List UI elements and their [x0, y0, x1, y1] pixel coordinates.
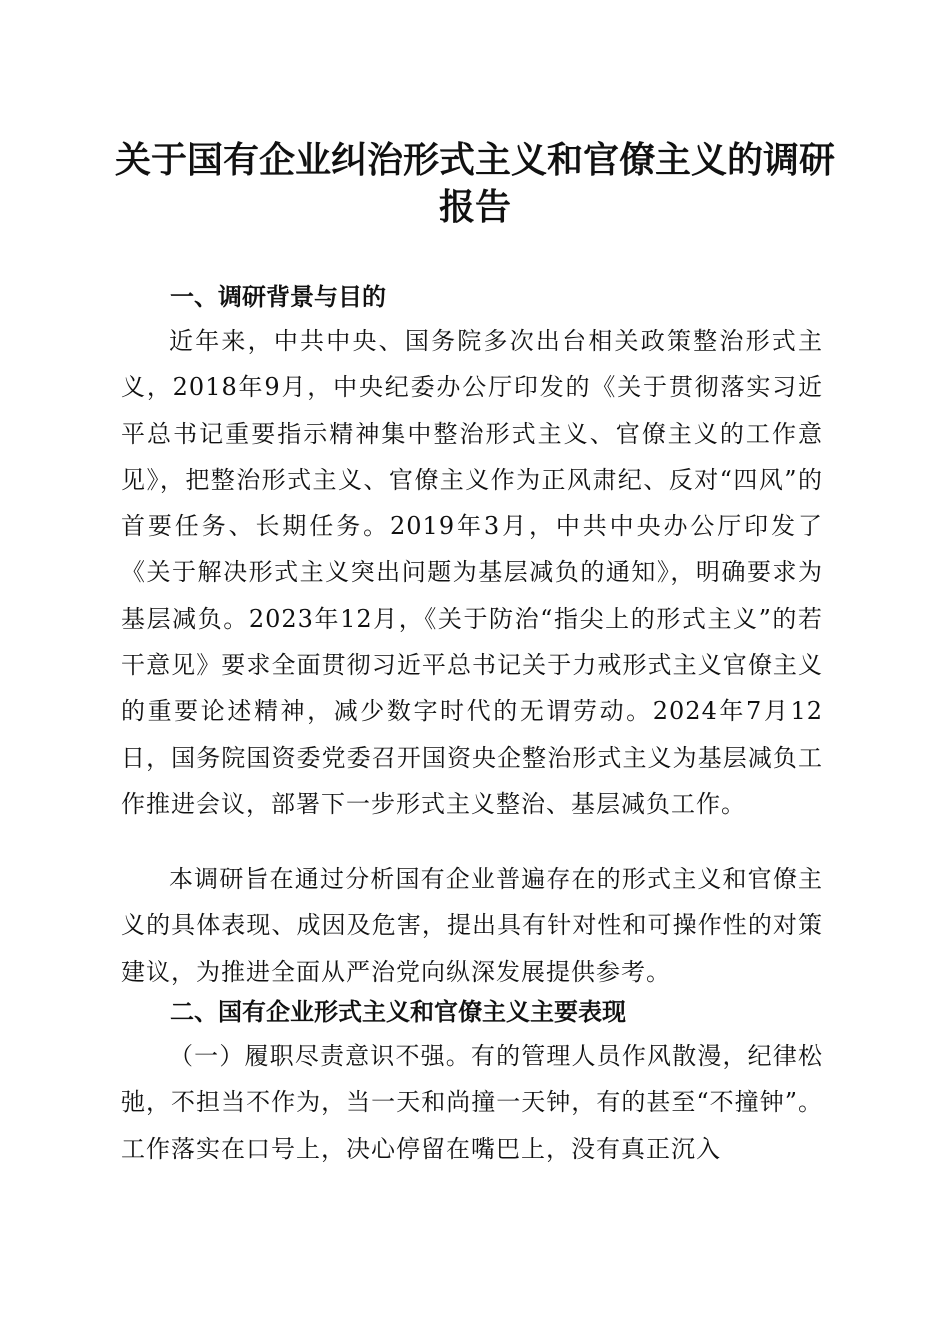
section-1-paragraph-2: 本调研旨在通过分析国有企业普遍存在的形式主义和官僚主义的具体表现、成因及危害，提出具有针对性和可操作性的对策建议，为推进全面从严治党向纵深发展提供参考。: [121, 865, 823, 986]
section-1-paragraph-1: 近年来，中共中央、国务院多次出台相关政策整治形式主义，2018年9月，中央纪委办公厅印发的《关于贯彻落实习近平总书记重要指示精神集中整治形式主义、官僚主义的工作意见》，把整治形式主义、官僚主义作为正风肃纪、反对“四风”的首要任务、长期任务。2019年3月，中共中央办公厅印发了《关于解决形式主义突出问题为基层减负的通知》，明确要求为基层减负。2023年12月，《关于防治“指尖上的形式主义”的若干意见》要求全面贯彻习近平总书记关于力戒形式主义官僚主义的重要论述精神，减少数字时代的无谓劳动。2024年7月12日，国务院国资委党委召开国资央企整治形式主义为基层减负工作推进会议，部署下一步形式主义整治、基层减负工作。: [121, 327, 823, 818]
section-1-heading: 一、调研背景与目的: [170, 283, 386, 311]
document-title-line-1: 关于国有企业纠治形式主义和官僚主义的调研: [114, 139, 835, 181]
document-title-line-2: 报告: [438, 186, 511, 228]
section-2-heading: 二、国有企业形式主义和官僚主义主要表现: [170, 998, 626, 1026]
section-2-item-1: [121, 1033, 823, 1172]
section-2-item-1-text: 有的管理人员作风散漫，纪律松弛，不担当不作为，当一天和尚撞一天钟，有的甚至“不撞钟”。工作落实在口号上，决心停留在嘴巴上，没有真正沉入: [121, 1042, 824, 1163]
section-2-item-1-lead: （一）履职尽责意识不强。: [169, 1042, 471, 1070]
